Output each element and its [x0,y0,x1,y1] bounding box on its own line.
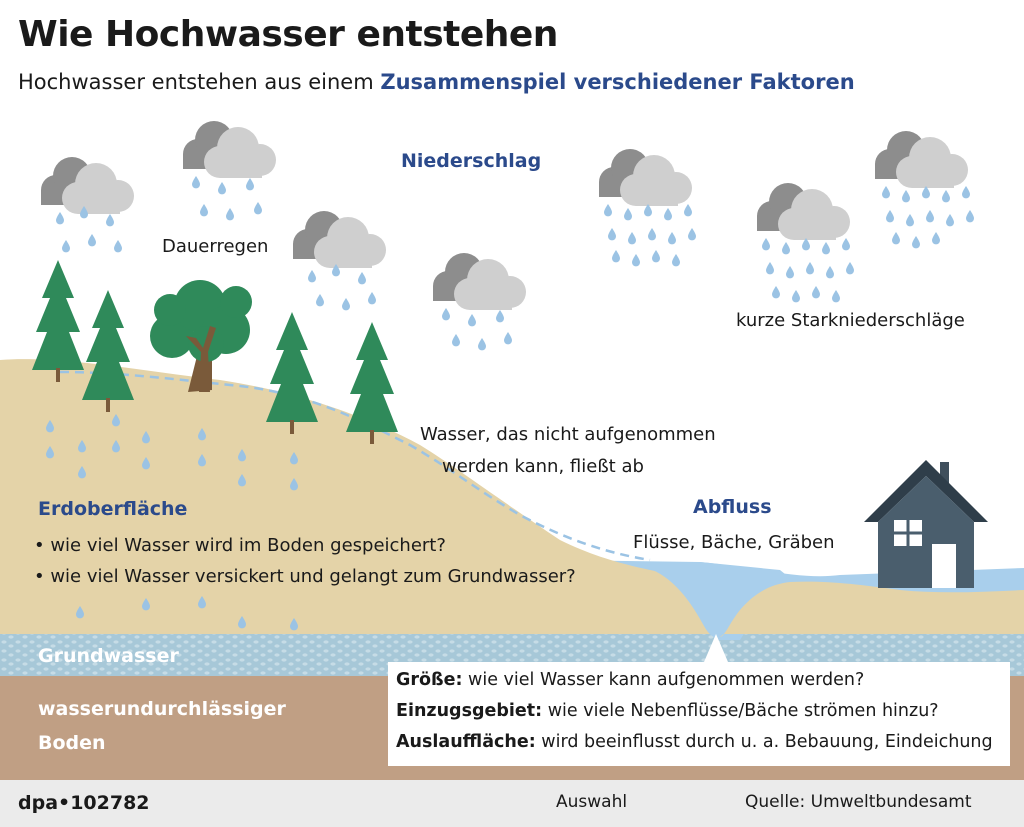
factor-text: wie viel Wasser kann aufgenommen werden? [462,670,865,690]
separator-dot-icon: • [58,792,71,814]
fir-tree [82,290,134,412]
page-subtitle [18,70,855,94]
fir-tree [346,322,398,444]
factor-row [396,665,1010,696]
heavy-rain-cloud [757,183,854,302]
heavy-rain-cloud [875,131,974,248]
continuous-rain-label: Dauerregen [162,236,269,257]
footer-bar [0,780,1024,827]
factor-text: wird beeinflusst durch u. a. Bebauung, Eindeichung [535,732,993,752]
agency-credit [18,792,150,814]
factor-row [396,696,1010,727]
agency-name: dpa [18,792,59,814]
factor-row [396,727,1010,758]
fir-tree [32,260,84,382]
precipitation-heading: Niederschlag [401,150,542,172]
impermeable-label-line1: wasserundurchlässiger [38,698,286,720]
runoff-note-line1: Wasser, das nicht aufgenommen [420,424,716,445]
runoff-note-line2: werden kann, fließt ab [442,456,644,477]
surface-heading: Erdoberfläche [38,498,188,520]
runoff-text: Flüsse, Bäche, Gräben [633,532,835,553]
impermeable-label-line2: Boden [38,732,106,754]
heavy-rain-label: kurze Starkniederschläge [736,310,965,331]
factors-box [388,662,1010,766]
graphic-id: 102782 [70,792,150,814]
surface-bullet-1: • wie viel Wasser wird im Boden gespeichert? [34,535,446,556]
groundwater-label: Grundwasser [38,645,179,667]
rain-cloud [183,121,276,220]
heavy-rain-cloud [599,149,696,266]
source-credit: Quelle: Umweltbundesamt [745,792,972,812]
factor-term: Auslauffläche: [396,732,536,752]
fir-tree [266,312,318,434]
factor-term: Größe: [396,670,463,690]
subtitle-highlight: Zusammenspiel verschiedener Faktoren [380,70,855,94]
factor-text: wie viele Nebenflüsse/Bäche strömen hinzu? [542,701,939,721]
page-title: Wie Hochwasser entstehen [18,14,558,55]
rain-cloud [41,157,134,252]
factor-term: Einzugsgebiet: [396,701,543,721]
rain-cloud [293,211,386,310]
runoff-heading: Abfluss [693,496,772,518]
rain-cloud [433,253,526,350]
surface-bullet-2: • wie viel Wasser versickert und gelangt zum Grundwasser? [34,566,576,587]
house-icon [864,460,988,588]
footer-center-label: Auswahl [556,792,628,812]
subtitle-prefix: Hochwasser entstehen aus einem [18,70,381,94]
